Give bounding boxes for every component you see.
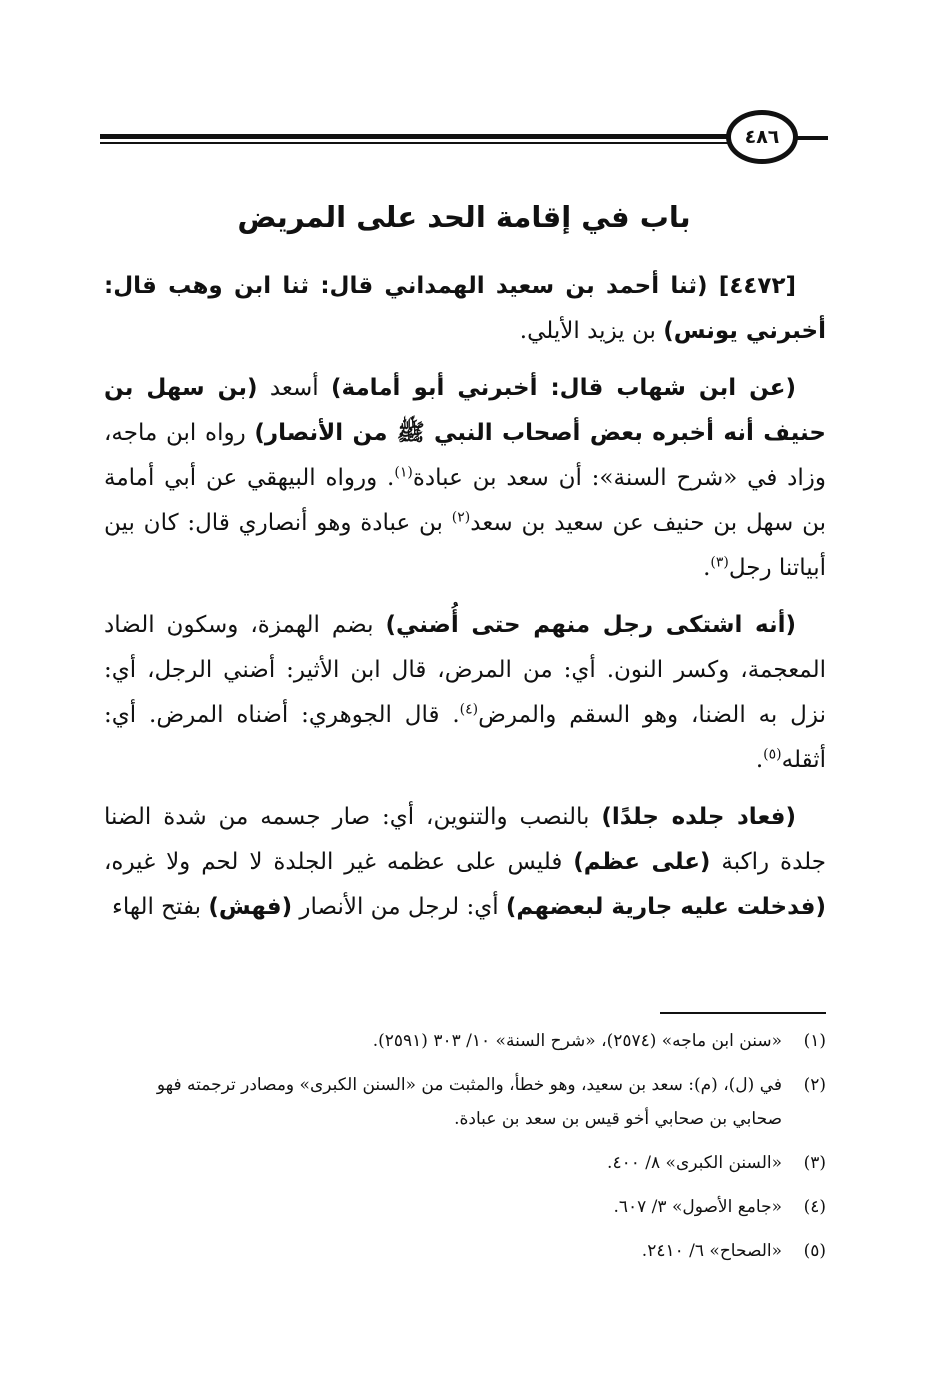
hadith-text: (فدخلت عليه جارية لبعضهم) — [505, 894, 826, 920]
commentary-text: بفتح الهاء — [112, 894, 209, 920]
footnote-number: (٤) — [803, 1197, 826, 1217]
commentary-text: . — [703, 555, 711, 581]
commentary-text: أي: لرجل من الأنصار — [292, 894, 506, 920]
paragraph — [104, 795, 826, 930]
commentary-text: . ورواه البيهقي عن أبي أمامة بن سهل بن حنيف عن سعيد بن سعد — [104, 465, 826, 536]
paragraph — [104, 603, 826, 783]
footnote-separator — [660, 1012, 826, 1014]
hadith-text: (فعاد جلده جلدًا) — [601, 804, 797, 830]
commentary-text: بن يزيد الأيلي. — [519, 318, 664, 344]
hadith-text: [٤٤٧٢] (ثنا أحمد بن سعيد الهمداني قال: ثنا ابن وهب قال: أخبرني يونس) — [104, 273, 826, 344]
commentary-text: أسعد — [257, 375, 331, 401]
footnote-number: (١) — [803, 1031, 826, 1051]
header-rule-thick — [100, 134, 794, 139]
footnote-item — [104, 1234, 826, 1268]
chapter-title: باب في إقامة الحد على المريض — [237, 200, 691, 234]
footnote-item — [104, 1190, 826, 1224]
commentary-text: رواه ابن ماجه، وزاد في «شرح السنة»: أن سعد بن عبادة — [104, 420, 826, 491]
header-rule-thin — [100, 142, 794, 144]
footnote-text: «سنن ابن ماجه» (٢٥٧٤)، «شرح السنة» ١٠/ ٣٠٣ (٢٥٩١). — [372, 1031, 782, 1051]
commentary-text: بن عبادة وهو أنصاري قال: كان بين أبياتنا رجل — [104, 510, 826, 581]
footnote-text: «الصحاح» ٦/ ٢٤١٠. — [641, 1241, 782, 1261]
commentary-text: فليس على عظمه غير الجلدة لا لحم ولا غيره، — [104, 849, 574, 875]
footnote-ref: (١) — [394, 464, 413, 481]
commentary-text: بضم الهمزة، وسكون الضاد المعجمة، وكسر النون. أي: من المرض، قال ابن الأثير: أضني الرجل، أي: نزل به الضنا، وهو السقم والمرض — [104, 612, 826, 728]
footnote-ref: (٢) — [451, 509, 471, 526]
commentary-text: بالنصب والتنوين، أي: صار جسمه من شدة الضنا جلدة راكبة — [104, 804, 826, 875]
footnote-ref: (٥) — [763, 746, 782, 763]
hadith-text: (فهش) — [208, 894, 293, 920]
paragraph — [104, 264, 826, 354]
footnote-item — [104, 1068, 826, 1136]
footnote-item — [104, 1024, 826, 1058]
footnote-text: «السنن الكبرى» ٨/ ٤٠٠. — [607, 1153, 782, 1173]
footnote-text: في (ل)، (م): سعد بن سعيد، وهو خطأ، والمثبت من «السنن الكبرى» ومصادر ترجمته فهو صحابي بن صحابي أخو قيس بن سعد بن عبادة. — [156, 1075, 782, 1129]
commentary-text: . قال الجوهري: أضناه المرض. أي: أثقله — [104, 702, 826, 773]
footnote-ref: (٣) — [710, 554, 729, 571]
footnote-number: (٣) — [803, 1153, 826, 1173]
main-text — [104, 264, 826, 942]
hadith-text: (بن سهل بن حنيف أنه أخبره بعض أصحاب النبي ﷺ من الأنصار) — [104, 375, 826, 446]
page-number: ٤٨٦ — [726, 110, 798, 164]
footnote-number: (٢) — [803, 1075, 826, 1095]
paragraph — [104, 366, 826, 591]
hadith-text: (عن ابن شهاب قال: أخبرني أبو أمامة) — [330, 375, 797, 401]
footnote-item — [104, 1146, 826, 1180]
header-rule-tail — [794, 136, 828, 140]
footnote-ref: (٤) — [459, 701, 479, 718]
hadith-text: (على عظم) — [573, 849, 711, 875]
hadith-text: (أنه اشتكى رجل منهم حتى أُضني) — [385, 612, 796, 638]
page-header — [100, 108, 828, 166]
footnotes — [104, 1024, 826, 1278]
footnote-number: (٥) — [803, 1241, 826, 1261]
footnote-text: «جامع الأصول» ٣/ ٦٠٧. — [613, 1197, 782, 1217]
commentary-text: . — [755, 747, 764, 773]
